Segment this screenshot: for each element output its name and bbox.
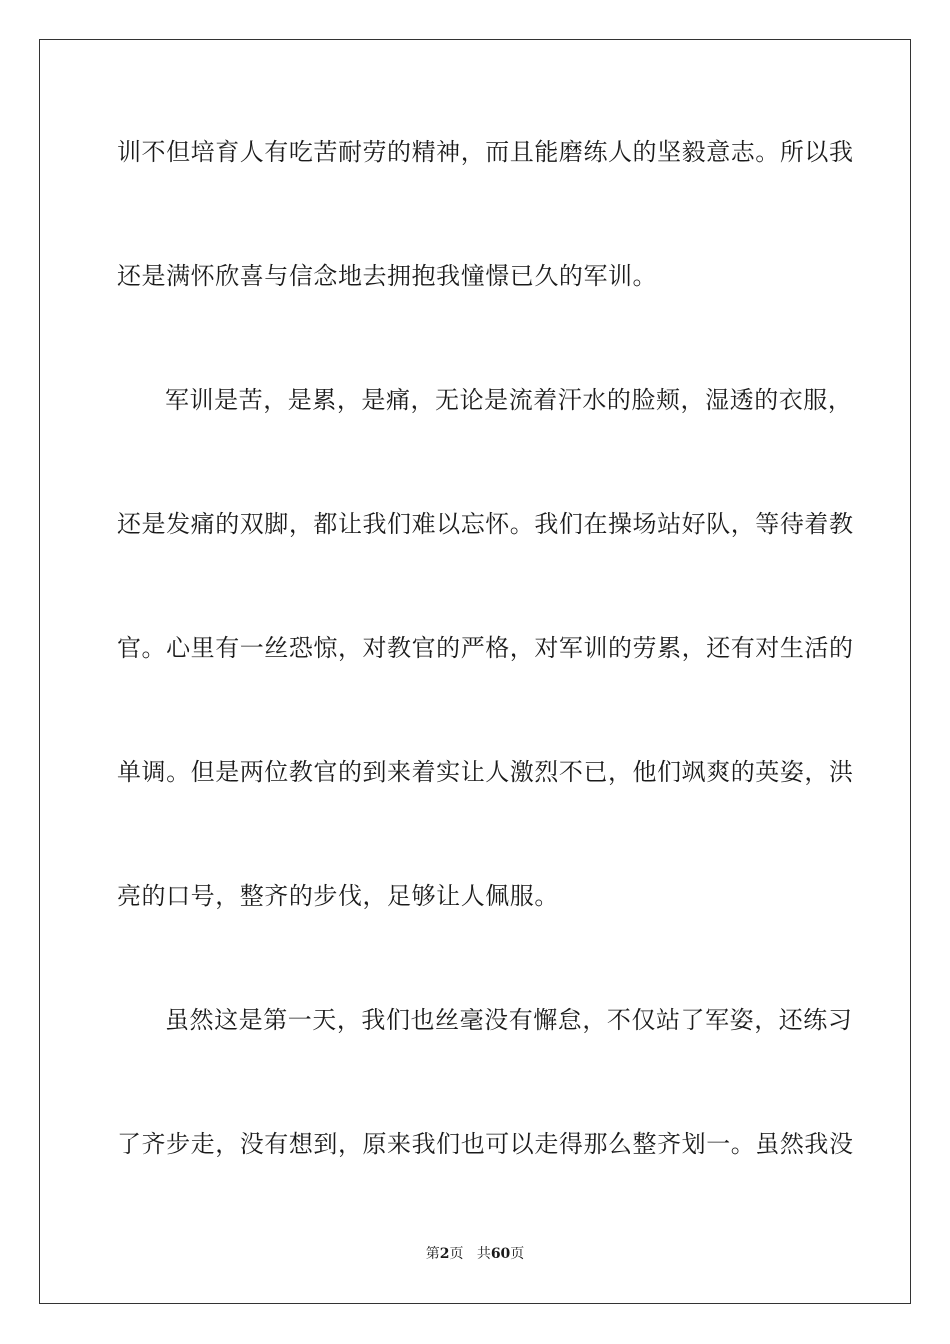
total-suffix: 页 <box>510 1246 525 1262</box>
text-line: 了齐步走，没有想到，原来我们也可以走得那么整齐划一。虽然我没 <box>117 1130 854 1158</box>
total-prefix: 共 <box>476 1246 491 1262</box>
text-line: 训不但培育人有吃苦耐劳的精神，而且能磨练人的坚毅意志。所以我 <box>117 138 854 166</box>
text-line: 单调。但是两位教官的到来着实让人激烈不已，他们飒爽的英姿，洪 <box>117 758 854 786</box>
text-line: 亮的口号，整齐的步伐，足够让人佩服。 <box>117 882 559 910</box>
page-footer <box>0 1245 950 1263</box>
paragraph-first-line: 虽然这是第一天，我们也丝毫没有懈怠，不仅站了军姿，还练习 <box>165 1006 853 1034</box>
page-number: 2 <box>439 1246 450 1262</box>
paragraph-first-line: 军训是苦，是累，是痛，无论是流着汗水的脸颊，湿透的衣服， <box>165 386 853 414</box>
text-line: 还是满怀欣喜与信念地去拥抱我憧憬已久的军训。 <box>117 262 658 290</box>
page-border <box>39 39 911 1304</box>
page-prefix: 第 <box>425 1246 440 1262</box>
text-line: 还是发痛的双脚，都让我们难以忘怀。我们在操场站好队，等待着教 <box>117 510 854 538</box>
text-line: 官。心里有一丝恐惊，对教官的严格，对军训的劳累，还有对生活的 <box>117 634 854 662</box>
page-suffix: 页 <box>449 1246 464 1262</box>
total-pages: 60 <box>490 1246 511 1262</box>
